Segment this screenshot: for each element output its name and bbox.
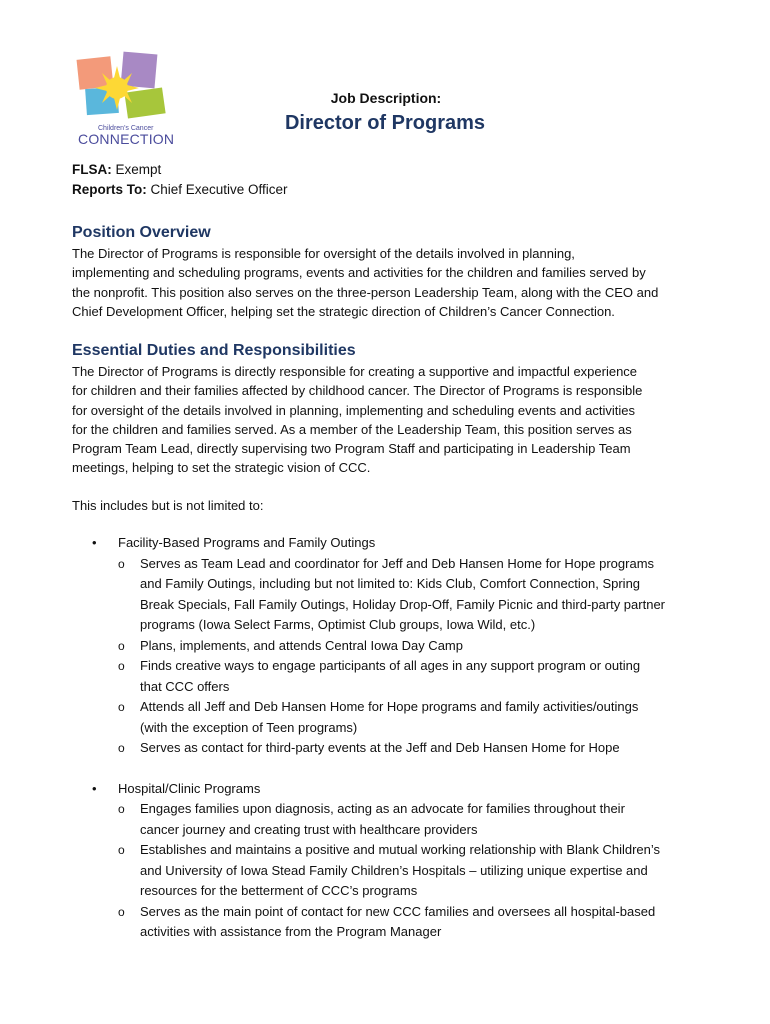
sub-list-item: o Finds creative ways to engage participants of all ages in any support program or outing that CCC offers (118, 658, 641, 694)
flsa-value: Exempt (111, 162, 162, 177)
list-item-facility (72, 533, 702, 554)
position-overview-heading: Position Overview (72, 224, 211, 241)
sub-bullet-icon: o (118, 802, 125, 816)
duties-line: for children and their families affected by childhood cancer. The Director of Programs is responsible (72, 383, 643, 399)
reports-to-row (72, 180, 288, 200)
sub-list-item: o Serves as the main point of contact for new CCC families and oversees all hospital-based activities with assistance from the Program Manager (118, 903, 656, 939)
flsa-label: FLSA: (72, 162, 112, 177)
job-description-label: Job Description: (330, 90, 442, 106)
list-item-hospital (72, 779, 702, 800)
flsa-row (72, 160, 288, 180)
overview-line: implementing and scheduling programs, events and activities for the children and families served by (72, 265, 646, 281)
sub-bullet-icon: o (118, 659, 125, 673)
duties-line: The Director of Programs is directly responsible for creating a supportive and impactful experience (72, 364, 638, 379)
list-item-label: Hospital/Clinic Programs (118, 780, 261, 796)
overview-line: the nonprofit. This position also serves on the three-person Leadership Team, along with the CEO and (72, 284, 659, 300)
sub-list-item: o Serves as contact for third-party events at the Jeff and Deb Hansen Home for Hope (72, 738, 702, 759)
duties-line: for the children and families served. As a member of the Leadership Team, this position serves as (72, 421, 632, 437)
sub-bullet-icon: o (118, 556, 125, 571)
list-item-label: Facility-Based Programs and Family Outings (118, 535, 376, 550)
duties-line: for oversight of the details involved in planning, implementing and scheduling events and activities (72, 402, 635, 418)
essential-duties-heading: Essential Duties and Responsibilities (72, 342, 356, 359)
essential-duties-section (72, 340, 702, 515)
responsibilities-list (72, 533, 702, 943)
sub-list-item: o Plans, implements, and attends Central Iowa Day Camp (72, 636, 702, 657)
sub-list-item: o Attends all Jeff and Deb Hansen Home for Hope programs and family activities/outings (with the exception of Teen programs) (118, 699, 639, 735)
reports-to-label: Reports To: (72, 182, 147, 197)
sub-list-item: o Establishes and maintains a positive and mutual working relationship with Blank Children’s and University of Iowa Stead Family Children’s Hospitals – utilizing unique expertise and resources for the betterment of CCC’s programs (118, 842, 661, 898)
duties-line: meetings, helping to set the strategic vision of CCC. (72, 460, 371, 476)
reports-to-value: Chief Executive Officer (146, 182, 288, 197)
logo-line2: CONNECTION (78, 131, 174, 147)
overview-line: Chief Development Officer, helping set the strategic direction of Children’s Cancer Connection. (72, 303, 615, 319)
sub-bullet-icon: o (118, 904, 125, 919)
duties-line: Program Team Lead, directly supervising two Program Staff and participating in Leadership Team (72, 441, 631, 457)
job-meta (72, 160, 288, 200)
duties-intro: This includes but is not limited to: (72, 497, 264, 513)
sub-bullet-icon: o (118, 700, 125, 714)
sub-list-item: o Engages families upon diagnosis, acting as an advocate for families throughout their cancer journey and creating trust with healthcare providers (118, 801, 625, 837)
sub-bullet-icon: o (118, 843, 125, 857)
overview-line: The Director of Programs is responsible for oversight of the details involved in planning, (72, 246, 575, 261)
logo-line1: Children's Cancer (98, 125, 154, 132)
sub-bullet-icon: o (118, 741, 125, 755)
page-title: Director of Programs (284, 112, 486, 134)
bullet-icon: • (92, 780, 97, 796)
position-overview-section (72, 222, 702, 321)
sub-list-item: o Serves as Team Lead and coordinator for Jeff and Deb Hansen Home for Hope programs and Family Outings, including but not limited to: Kids Club, Comfort Connection, Spring Break Specials, Fall Family Outings, Holiday Drop-Off, Family Picnic and third-party partner programs (Iowa Select Farms, Optimist Club groups, Iowa Wild, etc.) (118, 555, 666, 632)
bullet-icon: • (92, 535, 97, 550)
sub-bullet-icon: o (118, 638, 125, 653)
